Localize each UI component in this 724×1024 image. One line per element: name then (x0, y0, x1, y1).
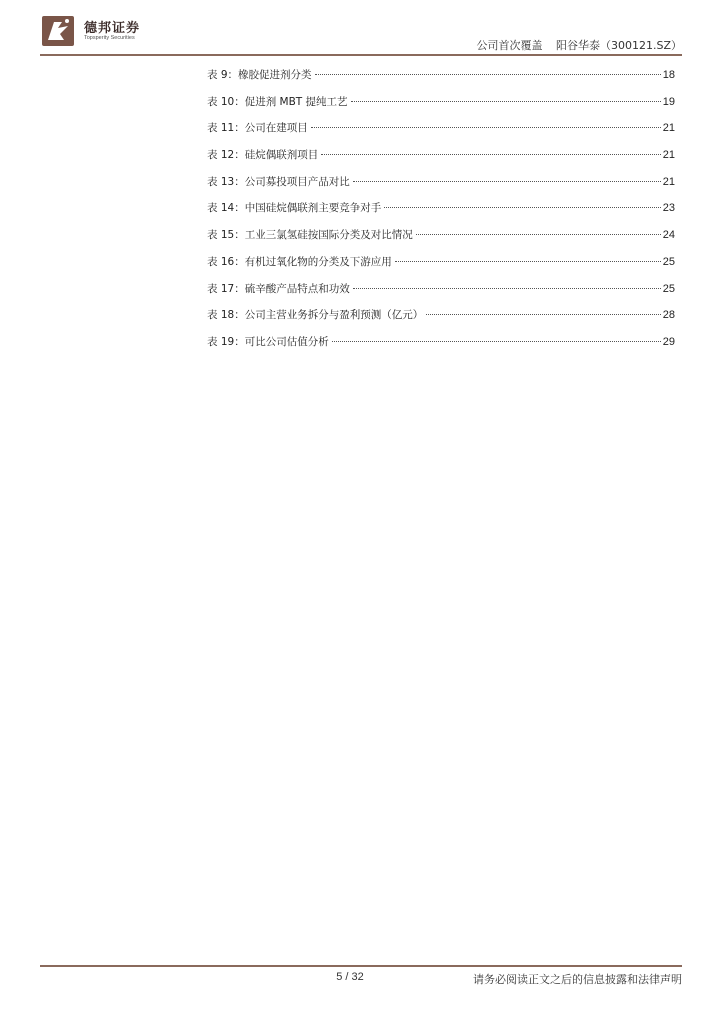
toc-entry-label: 表 17：硫辛酸产品特点和功效 (207, 282, 350, 295)
toc-entry-page: 21 (662, 149, 675, 162)
toc-entry-label: 表 13：公司募投项目产品对比 (207, 175, 350, 188)
toc-entry[interactable] (207, 334, 675, 361)
toc-entry[interactable] (207, 200, 675, 227)
toc-entry[interactable] (207, 120, 675, 147)
toc-entry-page: 21 (662, 122, 675, 135)
toc-entry-page: 25 (662, 282, 675, 295)
toc-leader-dots (321, 154, 661, 155)
company-name: 阳谷华泰 (555, 39, 600, 52)
logo-brand-name: 德邦证券 (84, 21, 141, 36)
toc-entry-page: 28 (662, 309, 675, 322)
toc-entry-label: 表 9：橡胶促进剂分类 (207, 69, 312, 81)
toc-leader-dots (384, 207, 661, 208)
toc-entry-label: 表 10：促进剂 MBT 提纯工艺 (207, 95, 348, 108)
footer-divider (40, 965, 682, 967)
toc-entry-label: 表 12：硅烷偶联剂项目 (207, 149, 319, 162)
toc-entry-page: 25 (662, 255, 675, 268)
toc-entry-page: 23 (662, 202, 675, 215)
toc-leader-dots (395, 261, 661, 262)
toc-entry[interactable] (207, 147, 675, 174)
table-of-figures (207, 67, 675, 361)
toc-leader-dots (351, 101, 661, 102)
toc-entry-label: 表 16：有机过氧化物的分类及下游应用 (207, 255, 392, 268)
toc-entry-page: 18 (662, 69, 675, 81)
toc-entry-label: 表 19：可比公司估值分析 (207, 335, 329, 348)
toc-entry[interactable] (207, 281, 675, 308)
page-number: 5 / 32 (336, 971, 364, 983)
toc-entry-label: 表 14：中国硅烷偶联剂主要竞争对手 (207, 202, 382, 215)
toc-entry-label: 表 18：公司主营业务拆分与盈利预测（亿元） (207, 309, 424, 322)
toc-leader-dots (353, 288, 661, 289)
toc-entry[interactable] (207, 94, 675, 121)
toc-leader-dots (416, 234, 661, 235)
toc-entry[interactable] (207, 254, 675, 281)
toc-entry-page: 19 (662, 95, 675, 108)
report-header (476, 37, 682, 53)
toc-entry-page: 24 (662, 229, 675, 242)
toc-entry[interactable] (207, 67, 675, 94)
stock-code: （300121.SZ） (599, 39, 682, 52)
toc-entry[interactable] (207, 307, 675, 334)
report-type: 公司首次覆盖 (476, 39, 543, 52)
header-divider (40, 54, 682, 56)
toc-entry-label: 表 15：工业三氯氢硅按国际分类及对比情况 (207, 229, 413, 242)
toc-entry-page: 21 (662, 175, 675, 188)
toc-leader-dots (315, 74, 661, 75)
toc-leader-dots (426, 314, 661, 315)
toc-entry-label: 表 11：公司在建项目 (207, 122, 308, 135)
company-logo (40, 14, 170, 48)
toc-entry-page: 29 (662, 335, 675, 348)
toc-leader-dots (353, 181, 661, 182)
logo-brand-english: Topsperity Securities (84, 35, 135, 41)
toc-entry[interactable] (207, 227, 675, 254)
footer-disclaimer: 请务必阅读正文之后的信息披露和法律声明 (473, 973, 682, 986)
toc-leader-dots (311, 127, 661, 128)
toc-entry[interactable] (207, 174, 675, 201)
logo-mark-icon (40, 14, 76, 48)
toc-leader-dots (332, 341, 661, 342)
